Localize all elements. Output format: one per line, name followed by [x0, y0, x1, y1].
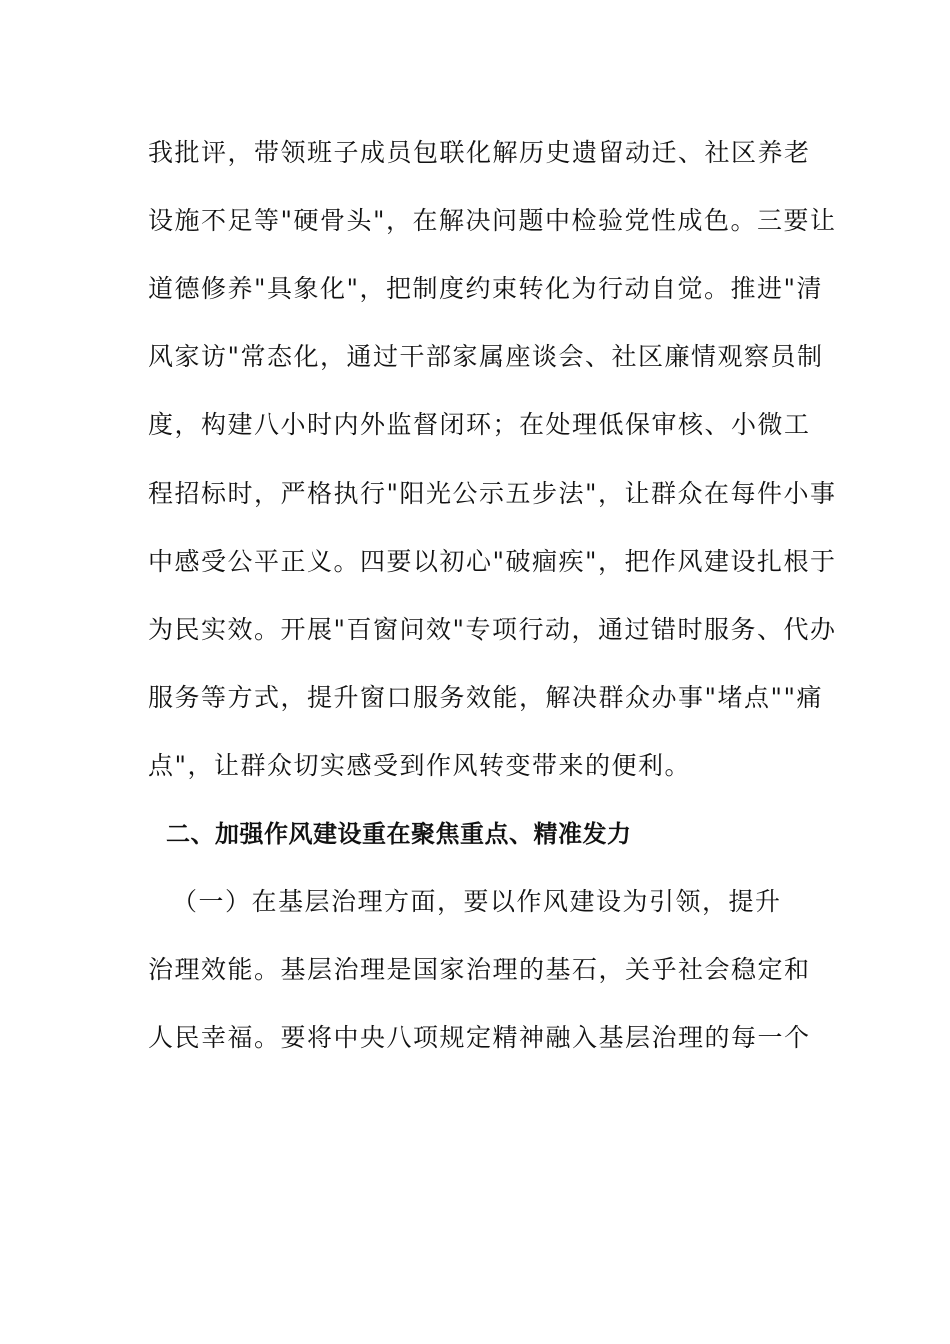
body-text-line: 人民幸福。要将中央八项规定精神融入基层治理的每一个 [148, 1023, 811, 1052]
body-text-line: 中感受公平正义。四要以初心"破痼疾"，把作风建设扎根于 [148, 547, 837, 576]
body-text-line: （一）在基层治理方面，要以作风建设为引领，提升 [172, 887, 782, 916]
body-text-line: 为民实效。开展"百窗问效"专项行动，通过错时服务、代办 [148, 615, 837, 644]
body-text-line: 治理效能。基层治理是国家治理的基石，关乎社会稳定和 [148, 955, 811, 984]
body-text-line: 道德修养"具象化"，把制度约束转化为行动自觉。推进"清 [148, 274, 823, 303]
section-heading: 二、加强作风建设重在聚焦重点、精准发力 [166, 820, 632, 848]
body-text-line: 点"，让群众切实感受到作风转变带来的便利。 [148, 751, 692, 780]
body-text-line: 程招标时，严格执行"阳光公示五步法"，让群众在每件小事 [148, 479, 837, 508]
body-text-line: 服务等方式，提升窗口服务效能，解决群众办事"堵点""痛 [148, 683, 823, 712]
body-text-line: 度，构建八小时内外监督闭环；在处理低保审核、小微工 [148, 410, 811, 439]
body-text-line: 风家访"常态化，通过干部家属座谈会、社区廉情观察员制 [148, 342, 824, 371]
body-text-line: 我批评，带领班子成员包联化解历史遗留动迁、社区养老 [148, 138, 811, 167]
body-text-line: 设施不足等"硬骨头"，在解决问题中检验党性成色。三要让 [148, 206, 837, 235]
